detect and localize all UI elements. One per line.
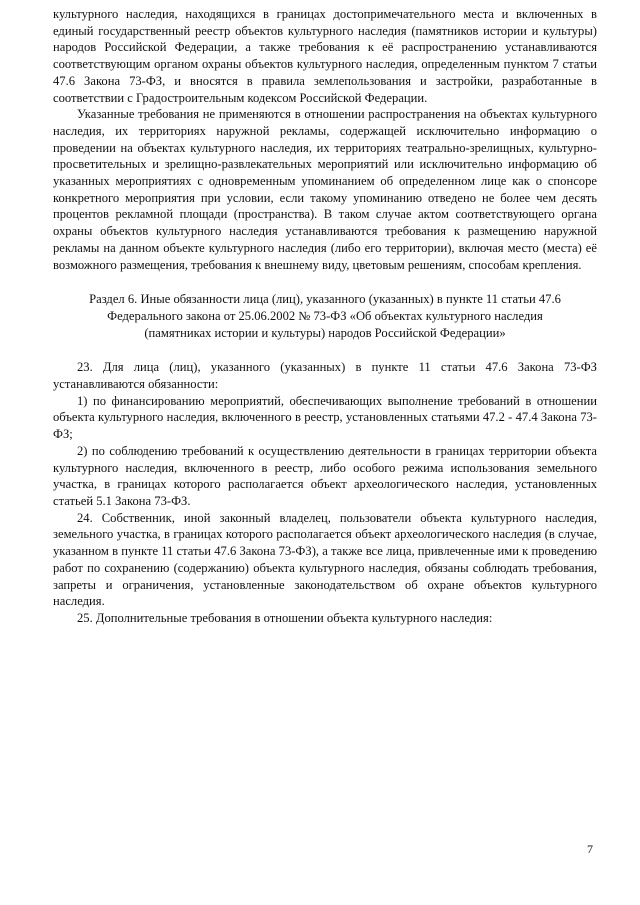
paragraph-advertising-exceptions: Указанные требования не применяются в отношении распространения на объектах культурного наследия, их территориях наружной рекламы, содержащей исключительно информацию о проведении на объектах культурного наследия, их территориях театрально-зрелищных, культурно-просветительных и зрелищно-развлекательных мероприятий или исключительно информацию об указанных мероприятиях с одновременным упоминанием об определенном лице как о спонсоре конкретного мероприятия при условии, если такому упоминанию отведено не более чем десять процентов рекламной площади (пространства). В таком случае актом соответствующего органа охраны объектов культурного наследия устанавливаются требования к размещению наружной рекламы на данном объекте культурного наследия (либо его территории), включая место (места) её возможного размещения, требования к внешнему виду, цветовым решениям, способам крепления. xyxy=(53,107,597,272)
paragraph-25-additional-requirements: 25. Дополнительные требования в отношении объекта культурного наследия: xyxy=(77,610,493,625)
paragraph-23-item-1: 1) по финансированию мероприятий, обеспечивающих выполнение требований в отношении объекта культурного наследия, включенного в реестр, установленных статьями 47.2 - 47.4 Закона 73-ФЗ; xyxy=(53,393,597,442)
document-page xyxy=(53,6,597,627)
section-6-title xyxy=(53,291,597,341)
section-title-line-2: Федерального закона от 25.06.2002 № 73-ФЗ «Об объектах культурного наследия xyxy=(107,308,543,323)
paragraph-heritage-register: культурного наследия, находящихся в границах достопримечательного места и включенных в единый государственный реестр объектов культурного наследия (памятников истории и культуры) народов Российской Федерации, а также требования к её распространению устанавливаются соответствующим органом охраны объектов культурного наследия, определенным пунктом 7 статьи 47.6 Закона 73-ФЗ, и вносятся в правила землепользования и застройки, разработанные в соответствии с Градостроительным кодексом Российской Федерации. xyxy=(53,7,597,105)
paragraph-23-item-2: 2) по соблюдению требований к осуществлению деятельности в границах территории объекта культурного наследия, включенного в реестр, либо особого режима использования земельного участка, в границах которого располагается объект археологического наследия, установленных статьей 5.1 Закона 73-ФЗ. xyxy=(53,443,597,508)
section-title-line-1: Раздел 6. Иные обязанности лица (лиц), указанного (указанных) в пункте 11 статьи 47.6 xyxy=(89,292,561,307)
paragraph-24-owners: 24. Собственник, иной законный владелец, пользователи объекта культурного наследия, земельного участка, в границах которого располагается объект археологического наследия (в случае, указанном в пункте 11 статьи 47.6 Закона 73-ФЗ), а также все лица, привлеченные ими к проведению работ по сохранению (содержанию) объекта культурного наследия, обязаны соблюдать требования, запреты и ограничения, установленные законодательством об охране объектов культурного наследия. xyxy=(53,510,597,609)
paragraph-23-obligations: 23. Для лица (лиц), указанного (указанных) в пункте 11 статьи 47.6 Закона 73-ФЗ устанавливаются обязанности: xyxy=(53,360,597,392)
page-number: 7 xyxy=(587,842,593,856)
section-title-line-3: (памятниках истории и культуры) народов Российской Федерации» xyxy=(144,325,506,340)
